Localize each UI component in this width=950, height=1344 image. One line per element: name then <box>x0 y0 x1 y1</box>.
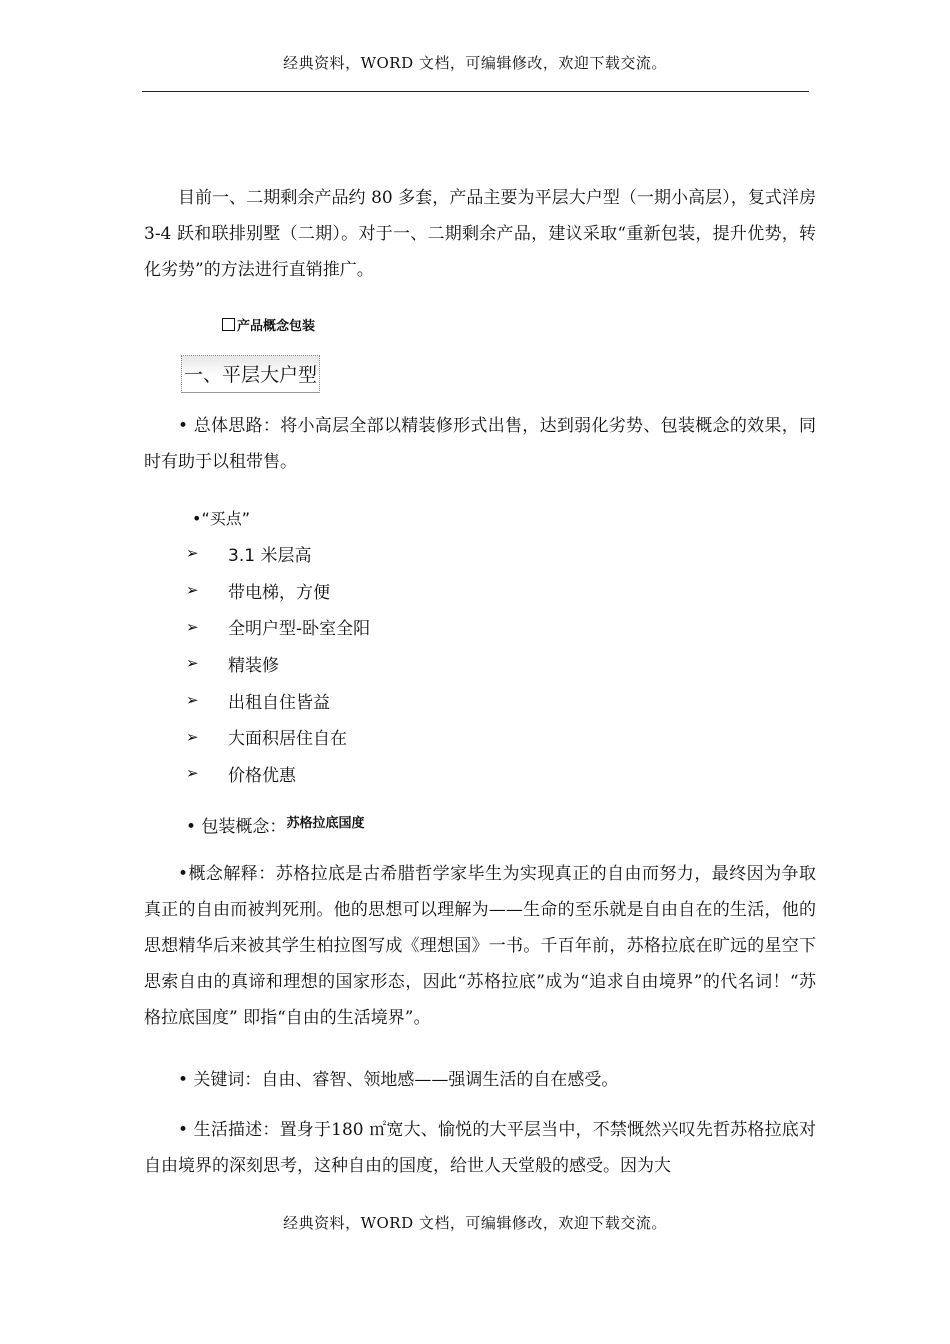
selling-points-list <box>186 535 370 792</box>
package-concept-prefix: • 包装概念： <box>186 817 287 837</box>
overall-thought-paragraph: • 总体思路：将小高层全部以精装修形式出售，达到弱化劣势、包装概念的效果，同时有助于以租带售。 <box>144 416 816 472</box>
concept-explanation-paragraph: •概念解释：苏格拉底是古希腊哲学家毕生为实现真正的自由而努力，最终因为争取真正的自由而被判死刑。他的思想可以理解为——生命的至乐就是自由自在的生活，他的思想精华后来被其学生柏拉图写成《理想国》一书。千百年前，苏格拉底在旷远的星空下思索自由的真谛和理想的国家形态，因此“苏格拉底”成为“追求自由境界”的代名词！“苏格拉底国度” 即指“自由的生活境界”。 <box>144 864 816 1028</box>
list-item-label: 大面积居住自在 <box>228 729 347 750</box>
list-item-label: 3.1 米层高 <box>228 545 312 566</box>
list-item <box>186 682 370 719</box>
list-item <box>186 718 370 755</box>
arrow-bullet-icon: ➢ <box>186 654 199 673</box>
package-heading <box>222 315 315 334</box>
arrow-bullet-icon: ➢ <box>186 581 199 600</box>
page-footer: 经典资料，WORD 文档，可编辑修改，欢迎下载交流。 <box>283 1214 667 1232</box>
arrow-bullet-icon: ➢ <box>186 544 199 563</box>
list-item <box>186 755 370 792</box>
life-description-paragraph: • 生活描述：置身于180 ㎡宽大、愉悦的大平层当中，不禁慨然兴叹先哲苏格拉底对自由境界的深刻思考，这种自由的国度，给世人天堂般的感受。因为大 <box>144 1120 816 1176</box>
list-item <box>186 645 370 682</box>
list-item <box>186 535 370 572</box>
list-item-label: 精装修 <box>228 655 279 676</box>
selling-points-title: •“买点” <box>192 509 251 528</box>
list-item-label: 出租自住皆益 <box>228 692 330 713</box>
arrow-bullet-icon: ➢ <box>186 764 199 783</box>
list-item-label: 带电梯，方便 <box>228 582 330 603</box>
arrow-bullet-icon: ➢ <box>186 727 199 746</box>
arrow-bullet-icon: ➢ <box>186 691 199 710</box>
package-concept-name: 苏格拉底国度 <box>286 816 365 831</box>
list-item-label: 全明户型-卧室全阳 <box>228 619 371 640</box>
header-divider <box>142 91 809 92</box>
package-concept-line <box>186 812 364 837</box>
list-item <box>186 572 370 609</box>
section-heading: 一、平层大户型 <box>181 355 320 393</box>
intro-paragraph: 目前一、二期剩余产品约 80 多套，产品主要为平层大户型（一期小高层），复式洋房 3-4 跃和联排别墅（二期）。对于一、二期剩余产品，建议采取“重新包装，提升优势，转化劣势”的方法进行直销推广。 <box>144 188 816 280</box>
checkbox-icon <box>222 318 235 331</box>
keywords-paragraph: • 关键词：自由、睿智、领地感——强调生活的自在感受。 <box>178 1070 619 1090</box>
arrow-bullet-icon: ➢ <box>186 617 199 636</box>
page-header: 经典资料，WORD 文档，可编辑修改，欢迎下载交流。 <box>283 54 667 72</box>
package-heading-label: 产品概念包装 <box>237 319 316 334</box>
list-item-label: 价格优惠 <box>228 765 296 786</box>
list-item <box>186 608 370 645</box>
